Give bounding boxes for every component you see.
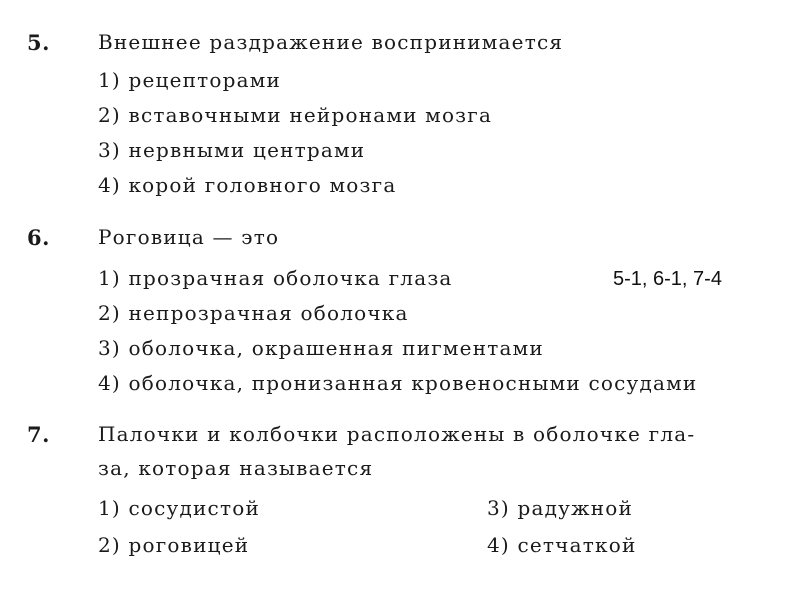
question-7-text-line-1: Палочки и колбочки расположены в оболочке гла- [98, 422, 696, 446]
question-6-option-1: 1) прозрачная оболочка глаза [98, 266, 453, 290]
question-6-text: Роговица — это [98, 225, 280, 249]
answer-key-annotation: 5-1, 6-1, 7-4 [613, 268, 722, 290]
question-5-option-4: 4) корой головного мозга [98, 173, 397, 197]
question-5-text: Внешнее раздражение воспринимается [98, 30, 564, 54]
question-5-number: 5. [27, 30, 50, 55]
question-6-option-3: 3) оболочка, окрашенная пигментами [98, 336, 544, 360]
question-7-number: 7. [27, 422, 50, 447]
question-7-text-line-2: за, которая называется [98, 456, 374, 480]
question-5-option-2: 2) вставочными нейронами мозга [98, 103, 493, 127]
question-7-option-4: 4) сетчаткой [487, 533, 637, 557]
question-7-option-3: 3) радужной [487, 496, 633, 520]
question-6-number: 6. [27, 225, 50, 250]
question-7-option-1: 1) сосудистой [98, 496, 260, 520]
question-5-option-1: 1) рецепторами [98, 68, 282, 92]
question-7-option-2: 2) роговицей [98, 533, 250, 557]
question-5-option-3: 3) нервными центрами [98, 138, 366, 162]
question-6-option-4: 4) оболочка, пронизанная кровеносными сосудами [98, 371, 698, 395]
question-6-option-2: 2) непрозрачная оболочка [98, 301, 409, 325]
